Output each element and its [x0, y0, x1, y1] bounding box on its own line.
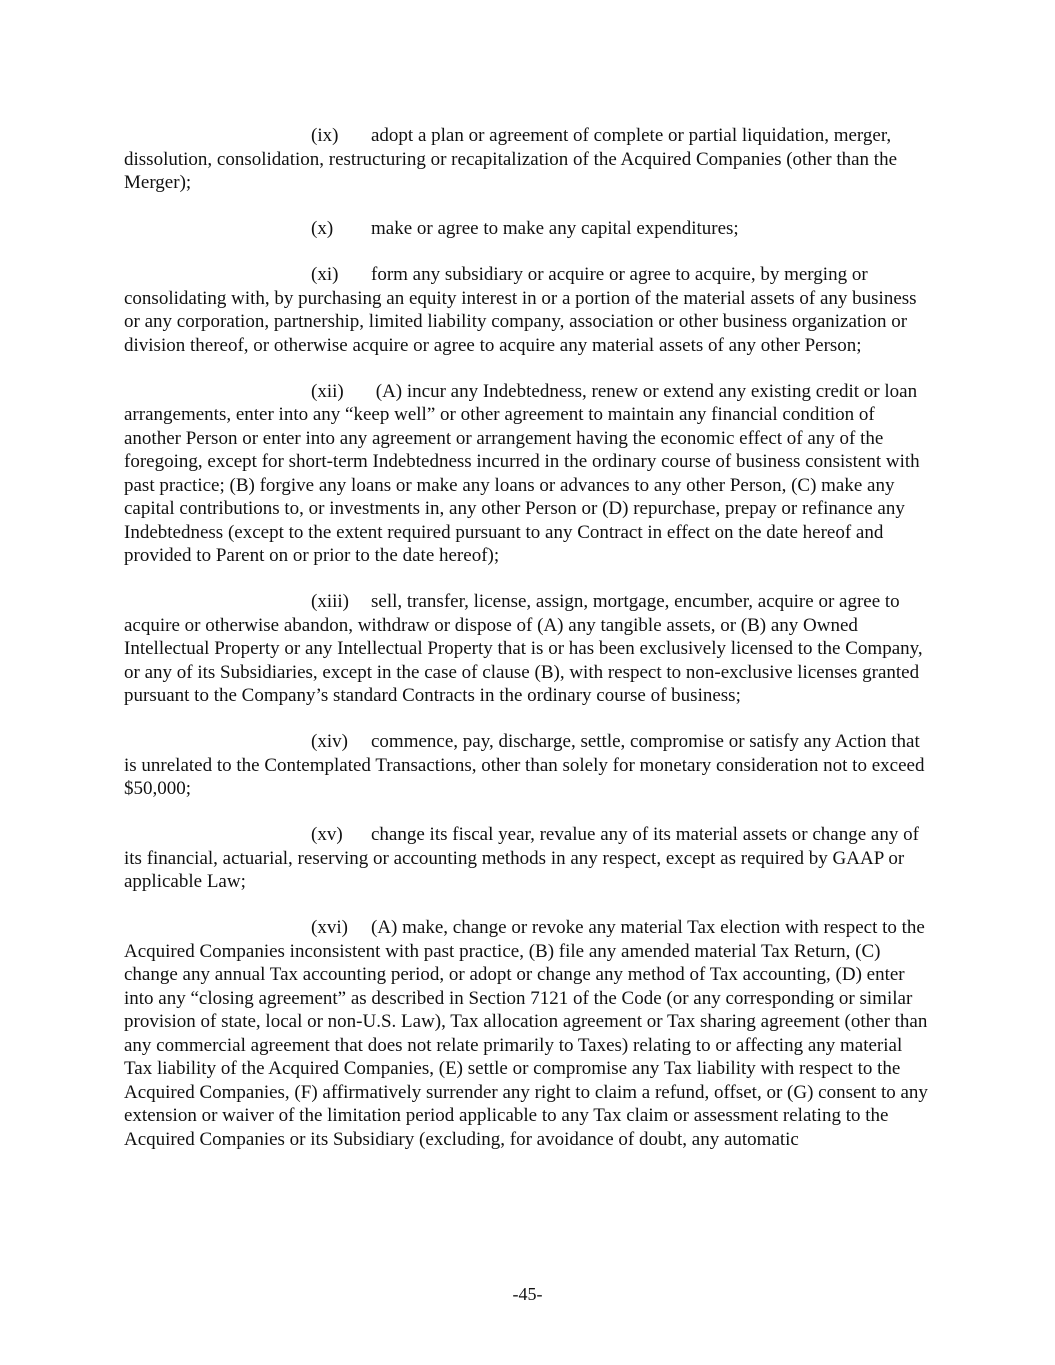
clause-xv: [124, 823, 934, 894]
clause-text: sell, transfer, license, assign, mortgage, encumber, acquire or agree to acquire or otherwise abandon, withdraw or dispose of (A) any tangible assets, or (B) any Owned Intellectual Property or any Intellectual Property that is or has been exclusively licensed to the Company, or any of its Subsidiaries, except in the case of clause (B), with respect to non-exclusive licenses granted pursuant to the Company’s standard Contracts in the ordinary course of business;: [124, 591, 923, 706]
clause-text: change its fiscal year, revalue any of its material assets or change any of its financial, actuarial, reserving or accounting methods in any respect, except as required by GAAP or applicable Law;: [124, 824, 919, 892]
document-body: [124, 124, 934, 1174]
clause-xvi: [124, 916, 934, 1151]
clause-text: make or agree to make any capital expenditures;: [371, 218, 739, 239]
clause-number: (x): [311, 218, 334, 239]
page-number: -45-: [512, 1284, 543, 1304]
clause-text: form any subsidiary or acquire or agree to acquire, by merging or consolidating with, by purchasing an equity interest in or a portion of the material assets of any business or any corporation, partnership, limited liability company, association or other business organization or division thereof, or otherwise acquire or agree to acquire any material assets of any other Person;: [124, 264, 917, 356]
clause-xiv: [124, 730, 934, 801]
clause-ix: [124, 124, 934, 195]
clause-xiii: [124, 590, 934, 708]
clause-text: (A) make, change or revoke any material Tax election with respect to the Acquired Companies inconsistent with past practice, (B) file any amended material Tax Return, (C) change any annual Tax accounting period, or adopt or change any method of Tax accounting, (D) enter into any “closing agreement” as described in Section 7121 of the Code (or any corresponding or similar provision of state, local or non-U.S. Law), Tax allocation agreement or Tax sharing agreement (other than any commercial agreement that does not relate primarily to Taxes) relating to or affecting any material Tax liability of the Acquired Companies, (E) settle or compromise any Tax liability with respect to the Acquired Companies, (F) affirmatively surrender any right to claim a refund, offset, or (G) consent to any extension or waiver of the limitation period applicable to any Tax claim or assessment relating to the Acquired Companies or its Subsidiary (excluding, for avoidance of doubt, any automatic: [124, 917, 928, 1150]
clause-xii: [124, 380, 934, 568]
clause-number: (xv): [311, 824, 343, 845]
clause-number: (xii): [311, 380, 344, 402]
clause-number: (xiii): [311, 591, 349, 612]
clause-text: adopt a plan or agreement of complete or partial liquidation, merger, dissolution, consolidation, restructuring or recapitalization of the Acquired Companies (other than the Merger);: [124, 125, 897, 193]
clause-text: commence, pay, discharge, settle, compromise or satisfy any Action that is unrelated to the Contemplated Transactions, other than solely for monetary consideration not to exceed $50,000;: [124, 731, 925, 799]
clause-x: [124, 217, 934, 241]
clause-number: (xiv): [311, 731, 348, 752]
clause-number: (xvi): [311, 917, 348, 938]
clause-text: (A) incur any Indebtedness, renew or extend any existing credit or loan arrangements, enter into any “keep well” or other agreement to maintain any financial condition of another Person or enter into any agreement or arrangement having the economic effect of any of the foregoing, except for short-term Indebtedness incurred in the ordinary course of business consistent with past practice; (B) forgive any loans or make any loans or advances to any other Person, (C) make any capital contributions to, or investments in, any other Person or (D) repurchase, prepay or refinance any Indebtedness (except to the extent required pursuant to any Contract in effect on the date hereof and provided to Parent on or prior to the date hereof);: [124, 380, 920, 566]
clause-xi: [124, 263, 934, 357]
clause-number: (xi): [311, 264, 339, 285]
clause-number: (ix): [311, 125, 339, 146]
